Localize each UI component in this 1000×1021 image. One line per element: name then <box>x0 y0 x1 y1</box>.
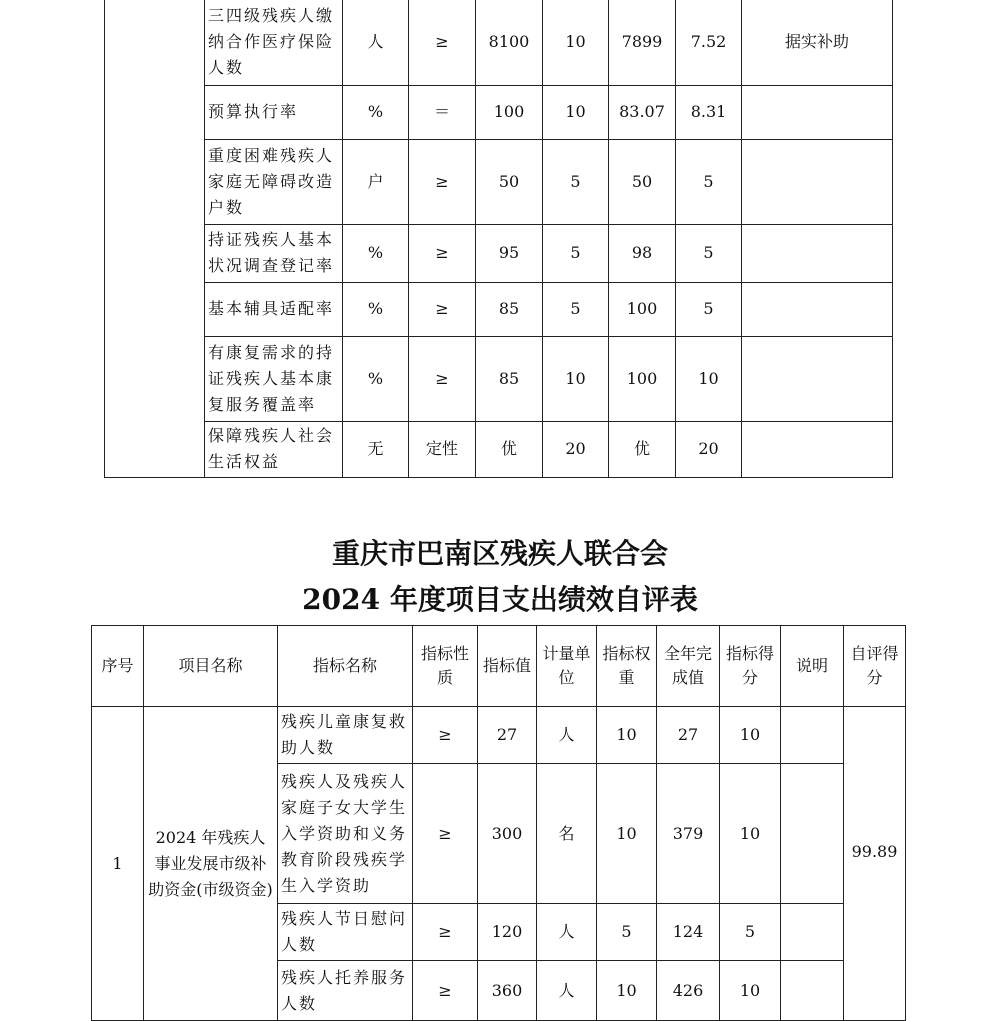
unit-cell: 人 <box>343 0 409 85</box>
note-cell <box>781 961 844 1021</box>
nature-cell: ≥ <box>413 707 478 764</box>
actual-cell: 50 <box>609 139 676 224</box>
note-cell <box>781 707 844 764</box>
merged-project-cell <box>105 0 205 477</box>
document-title-form: 2024 年度项目支出绩效自评表 <box>302 583 698 616</box>
header-self-score: 自评得分 <box>844 626 906 707</box>
actual-cell: 100 <box>609 282 676 336</box>
note-cell <box>742 139 893 224</box>
operator-cell: 定性 <box>409 421 476 477</box>
weight-cell: 5 <box>543 224 609 282</box>
note-cell <box>742 224 893 282</box>
unit-cell: 人 <box>537 961 597 1021</box>
target-cell: 300 <box>478 764 537 904</box>
note-cell <box>742 336 893 421</box>
nature-cell: ≥ <box>413 764 478 904</box>
target-cell: 100 <box>476 85 543 139</box>
unit-cell: % <box>343 282 409 336</box>
self-score: 99.89 <box>844 707 906 1021</box>
header-nature: 指标性质 <box>413 626 478 707</box>
note-cell <box>742 421 893 477</box>
actual-cell: 7899 <box>609 0 676 85</box>
target-cell: 优 <box>476 421 543 477</box>
weight-cell: 5 <box>543 282 609 336</box>
weight-cell: 5 <box>543 139 609 224</box>
header-actual: 全年完成值 <box>657 626 720 707</box>
unit-cell: 人 <box>537 904 597 961</box>
unit-cell: % <box>343 224 409 282</box>
nature-cell: ≥ <box>413 904 478 961</box>
weight-cell: 10 <box>597 707 657 764</box>
weight-cell: 10 <box>543 336 609 421</box>
score-cell: 10 <box>720 707 781 764</box>
document-title-organization: 重庆市巴南区残疾人联合会 <box>331 537 668 570</box>
actual-cell: 98 <box>609 224 676 282</box>
unit-cell: 无 <box>343 421 409 477</box>
weight-cell: 10 <box>597 961 657 1021</box>
score-cell: 5 <box>720 904 781 961</box>
score-cell: 10 <box>720 764 781 904</box>
header-indicator: 指标名称 <box>278 626 413 707</box>
header-unit: 计量单位 <box>537 626 597 707</box>
header-note: 说明 <box>781 626 844 707</box>
indicator-name: 残疾儿童康复救助人数 <box>278 707 413 764</box>
unit-cell: 名 <box>537 764 597 904</box>
score-cell: 7.52 <box>676 0 742 85</box>
score-cell: 8.31 <box>676 85 742 139</box>
target-cell: 85 <box>476 336 543 421</box>
weight-cell: 20 <box>543 421 609 477</box>
weight-cell: 5 <box>597 904 657 961</box>
note-cell <box>742 85 893 139</box>
actual-cell: 27 <box>657 707 720 764</box>
target-cell: 50 <box>476 139 543 224</box>
target-cell: 27 <box>478 707 537 764</box>
indicator-name: 残疾人及残疾人家庭子女大学生入学资助和义务教育阶段残疾学生入学资助 <box>278 764 413 904</box>
project-name: 2024 年残疾人事业发展市级补助资金(市级资金) <box>144 707 278 1021</box>
weight-cell: 10 <box>597 764 657 904</box>
target-cell: 8100 <box>476 0 543 85</box>
target-cell: 120 <box>478 904 537 961</box>
score-cell: 10 <box>676 336 742 421</box>
note-cell <box>742 282 893 336</box>
header-row <box>92 626 906 707</box>
table-row <box>105 139 893 224</box>
indicator-name: 残疾人节日慰问人数 <box>278 904 413 961</box>
indicator-name: 基本辅具适配率 <box>205 282 343 336</box>
actual-cell: 124 <box>657 904 720 961</box>
operator-cell: ≥ <box>409 139 476 224</box>
actual-cell: 83.07 <box>609 85 676 139</box>
indicator-name: 预算执行率 <box>205 85 343 139</box>
operator-cell: ≥ <box>409 282 476 336</box>
header-score: 指标得分 <box>720 626 781 707</box>
operator-cell: ≥ <box>409 0 476 85</box>
table-row <box>105 85 893 139</box>
actual-cell: 379 <box>657 764 720 904</box>
unit-cell: 人 <box>537 707 597 764</box>
weight-cell: 10 <box>543 0 609 85</box>
target-cell: 95 <box>476 224 543 282</box>
indicator-name: 残疾人托养服务人数 <box>278 961 413 1021</box>
operator-cell: ≥ <box>409 224 476 282</box>
unit-cell: % <box>343 336 409 421</box>
actual-cell: 426 <box>657 961 720 1021</box>
lower-performance-table <box>91 625 906 1021</box>
target-cell: 360 <box>478 961 537 1021</box>
unit-cell: % <box>343 85 409 139</box>
score-cell: 5 <box>676 282 742 336</box>
operator-cell: ＝ <box>409 85 476 139</box>
table-row <box>105 224 893 282</box>
note-cell <box>781 764 844 904</box>
note-cell <box>781 904 844 961</box>
table-row <box>105 421 893 477</box>
indicator-name: 三四级残疾人缴纳合作医疗保险人数 <box>205 0 343 85</box>
indicator-name: 持证残疾人基本状况调查登记率 <box>205 224 343 282</box>
note-cell: 据实补助 <box>742 0 893 85</box>
target-cell: 85 <box>476 282 543 336</box>
table-row <box>105 336 893 421</box>
indicator-name: 有康复需求的持证残疾人基本康复服务覆盖率 <box>205 336 343 421</box>
table-row <box>105 282 893 336</box>
indicator-name: 保障残疾人社会生活权益 <box>205 421 343 477</box>
score-cell: 5 <box>676 224 742 282</box>
header-project: 项目名称 <box>144 626 278 707</box>
header-target: 指标值 <box>478 626 537 707</box>
indicator-name: 重度困难残疾人家庭无障碍改造户数 <box>205 139 343 224</box>
table-row <box>92 707 906 764</box>
weight-cell: 10 <box>543 85 609 139</box>
nature-cell: ≥ <box>413 961 478 1021</box>
actual-cell: 优 <box>609 421 676 477</box>
header-weight: 指标权重 <box>597 626 657 707</box>
unit-cell: 户 <box>343 139 409 224</box>
operator-cell: ≥ <box>409 336 476 421</box>
upper-performance-table <box>104 0 893 478</box>
score-cell: 20 <box>676 421 742 477</box>
score-cell: 10 <box>720 961 781 1021</box>
project-seq: 1 <box>92 707 144 1021</box>
score-cell: 5 <box>676 139 742 224</box>
table-row <box>105 0 893 85</box>
actual-cell: 100 <box>609 336 676 421</box>
header-seq: 序号 <box>92 626 144 707</box>
